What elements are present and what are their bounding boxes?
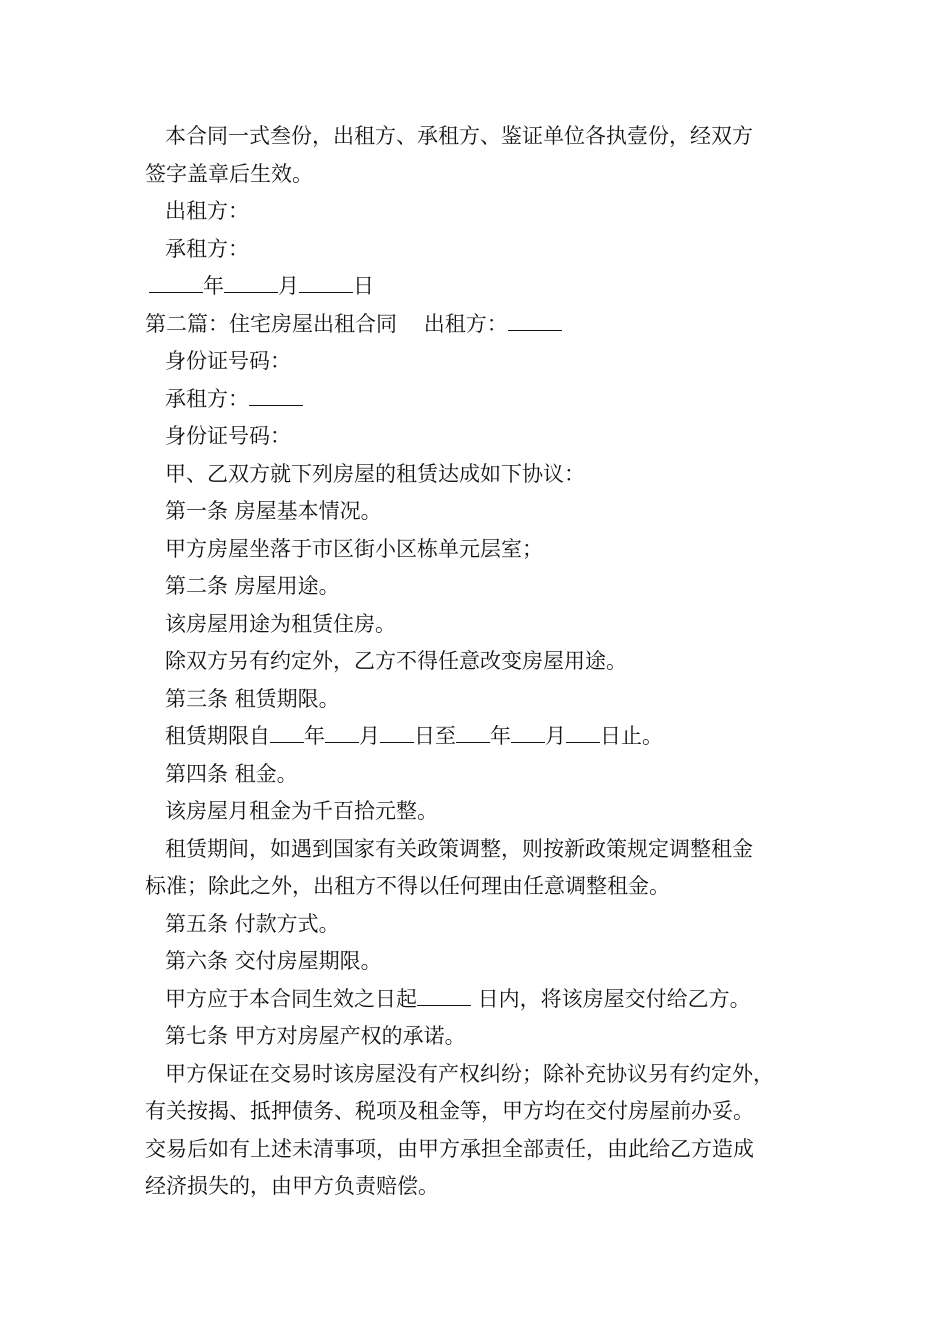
blank-year <box>149 270 203 293</box>
blank-day <box>299 270 353 293</box>
article-4-body: 该房屋月租金为千百拾元整。 <box>165 799 438 823</box>
article-2-body-2: 除双方另有约定外，乙方不得任意改变房屋用途。 <box>165 649 627 673</box>
date-line: 年 月 日 <box>145 268 825 306</box>
article-1-body: 甲方房屋坐落于市区街小区栋单元层室； <box>165 536 543 561</box>
id-number-2: 身份证号码： <box>165 424 291 448</box>
blank-lessee <box>249 383 303 406</box>
article-7-line-1: 甲方保证在交易时该房屋没有产权纠纷；除补充协议另有约定外， <box>165 1061 774 1086</box>
article-7-title: 第七条 甲方对房屋产权的承诺。 <box>165 1024 466 1048</box>
blank-lessor <box>508 308 562 331</box>
blank-days <box>417 983 471 1006</box>
article-2-body-1: 该房屋用途为租赁住房。 <box>165 611 396 636</box>
article-4-para-cont: 标准；除此之外，出租方不得以任何理由任意调整租金。 <box>145 874 670 898</box>
article-6-body: 甲方应于本合同生效之日起 日内，将该房屋交付给乙方。 <box>145 981 825 1019</box>
article-4-para: 租赁期间，如遇到国家有关政策调整，则按新政策规定调整租金 <box>165 836 753 861</box>
lessee-label: 承租方： <box>165 236 249 261</box>
lessee-line: 承租方： <box>145 381 825 419</box>
article-1-title: 第一条 房屋基本情况。 <box>165 499 382 523</box>
id-number-1: 身份证号码： <box>165 349 291 373</box>
article-2-title: 第二条 房屋用途。 <box>165 574 340 598</box>
article-4-title: 第四条 租金。 <box>165 761 298 786</box>
article-3-body: 租赁期限自 年 月 日至 年 月 日止。 <box>145 718 825 756</box>
article-6-title: 第六条 交付房屋期限。 <box>165 949 382 973</box>
article-3-title: 第三条 租赁期限。 <box>165 686 340 711</box>
section-heading: 第二篇：住宅房屋出租合同 出租方： <box>145 306 825 344</box>
article-7-line-3: 交易后如有上述未清事项，由甲方承担全部责任，由此给乙方造成 <box>145 1136 754 1161</box>
article-7-line-4: 经济损失的，由甲方负责赔偿。 <box>145 1174 439 1198</box>
document-page <box>145 118 825 1206</box>
agreement-intro: 甲、乙双方就下列房屋的租赁达成如下协议： <box>165 461 585 486</box>
paragraph-copies: 本合同一式叁份，出租方、承租方、鉴证单位各执壹份，经双方 <box>165 124 753 148</box>
article-5-title: 第五条 付款方式。 <box>165 911 340 936</box>
blank-month <box>224 270 278 293</box>
article-7-line-2: 有关按揭、抵押债务、税项及租金等，甲方均在交付房屋前办妥。 <box>145 1099 754 1123</box>
lessor-label: 出租方： <box>165 199 249 223</box>
paragraph-copies-cont: 签字盖章后生效。 <box>145 161 313 186</box>
